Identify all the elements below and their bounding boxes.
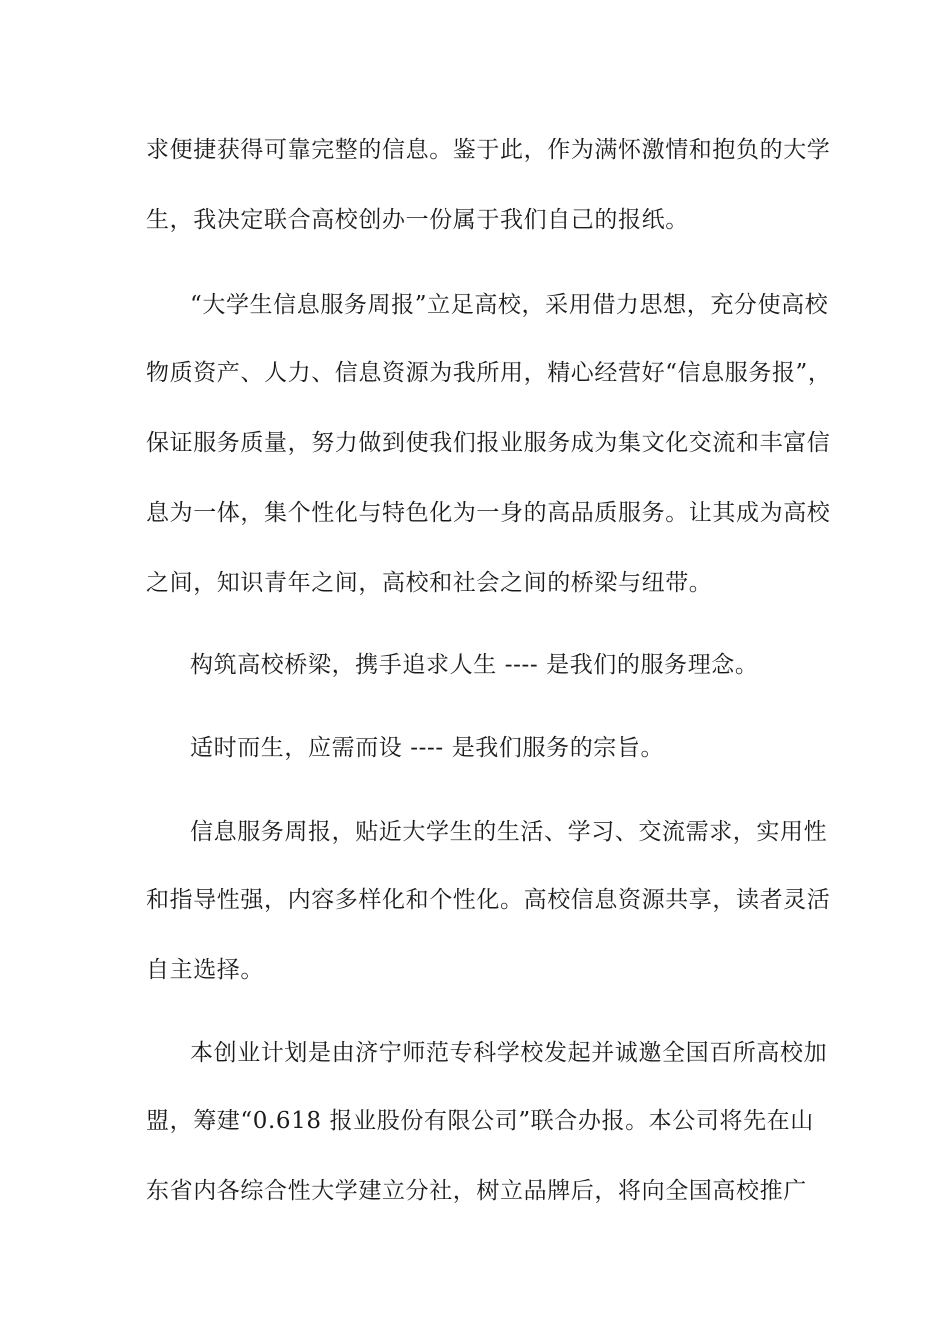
paragraph-start-line: 适时而生，应需而设 ---- 是我们服务的宗旨。 <box>190 735 665 761</box>
text-line: 息为一体，集个性化与特色化为一身的高品质服务。让其成为高校 <box>146 500 831 526</box>
text-line: 和指导性强，内容多样化和个性化。高校信息资源共享，读者灵活 <box>146 887 831 913</box>
text-line: 求便捷获得可靠完整的信息。鉴于此，作为满怀激情和抱负的大学 <box>146 137 831 163</box>
text-line: 自主选择。 <box>146 957 264 983</box>
paragraph-start-line: “大学生信息服务周报”立足高校，采用借力思想，充分使高校 <box>190 292 829 318</box>
text-line: 物质资产、人力、信息资源为我所用，精心经营好“信息服务报”， <box>146 360 832 386</box>
text-line: 之间，知识青年之间，高校和社会之间的桥梁与纽带。 <box>146 570 713 596</box>
paragraph-start-line: 本创业计划是由济宁师范专科学校发起并诚邀全国百所高校加 <box>190 1040 828 1066</box>
paragraph-start-line: 信息服务周报，贴近大学生的生活、学习、交流需求，实用性 <box>190 819 828 845</box>
text-line: 生，我决定联合高校创办一份属于我们自己的报纸。 <box>146 207 689 233</box>
text-line: 保证服务质量，努力做到使我们报业服务成为集文化交流和丰富信 <box>146 430 831 456</box>
text-line: 盟，筹建“0.618 报业股份有限公司”联合办报。本公司将先在山 <box>146 1108 814 1134</box>
text-line: 东省内各综合性大学建立分社，树立品牌后，将向全国高校推广 <box>146 1178 807 1204</box>
paragraph-start-line: 构筑高校桥梁，携手追求人生 ---- 是我们的服务理念。 <box>190 652 759 678</box>
